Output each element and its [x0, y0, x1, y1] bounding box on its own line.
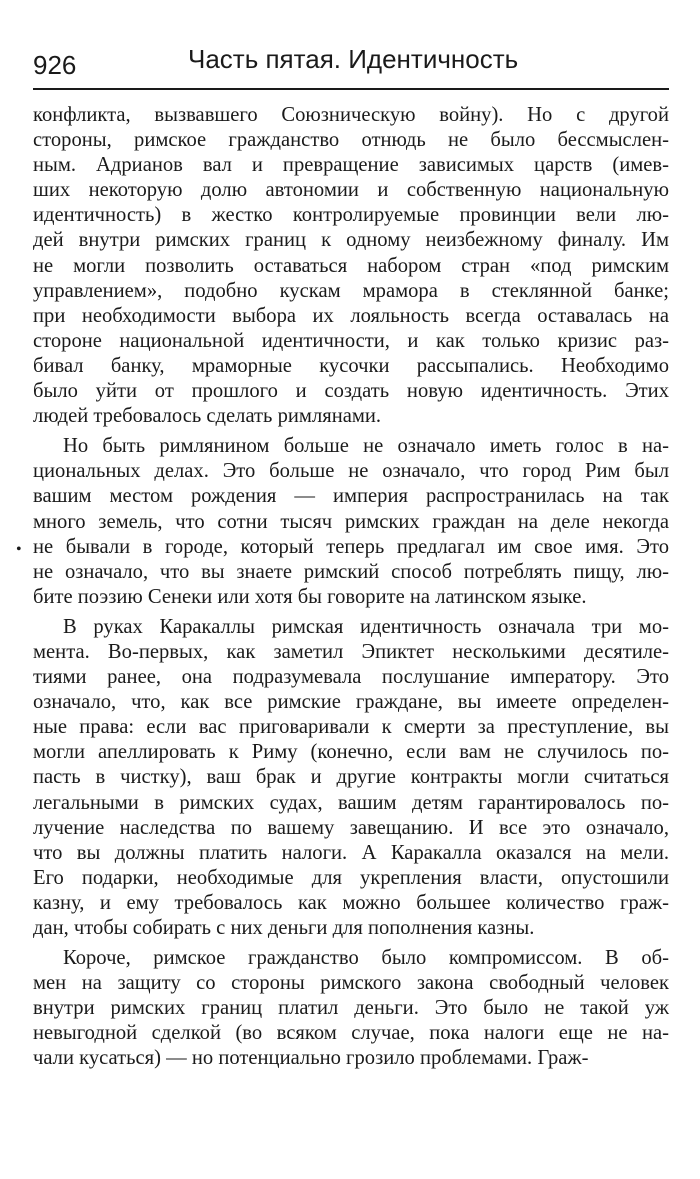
body-text — [33, 103, 669, 1072]
text-line: внутри римских границ платил деньги. Это было не такой уж — [33, 997, 669, 1020]
text-line: не означало, что вы знаете римский способ потреблять пищу, лю- — [33, 560, 669, 583]
text-line: дан, чтобы собирать с них деньги для пополнения казны. — [33, 917, 535, 939]
text-line: легальными в римских судах, вашим детям гарантировалось по- — [33, 791, 669, 814]
text-line: дей внутри римских границ к одному неизбежному финалу. Им — [33, 229, 669, 252]
text-line: ные права: если вас приговаривали к смерти за преступление, вы — [33, 716, 669, 739]
text-line: что вы должны платить налоги. А Каракалла оказался на мели. — [33, 841, 669, 864]
margin-mark: • — [16, 541, 22, 558]
text-line: было уйти от прошлого и создать новую идентичность. Этих — [33, 380, 669, 403]
text-line: при необходимости выбора их лояльность всегда оставалась на — [33, 304, 669, 327]
text-line: бивал банку, мраморные кусочки рассыпались. Необходимо — [33, 354, 669, 377]
text-line: не бывали в городе, который теперь предлагал им свое имя. Это — [33, 535, 669, 558]
text-line: означало, что, как все римские граждане, вы имеете определен- — [33, 691, 669, 714]
text-line: мен на защиту со стороны римского закона свободный человек — [33, 972, 669, 995]
running-head — [33, 44, 669, 84]
text-line: Его подарки, необходимые для укрепления власти, опустошили — [33, 866, 669, 889]
text-line: много земель, что сотни тысяч римских граждан на деле некогда — [33, 510, 669, 533]
paragraph — [33, 946, 669, 1071]
text-line: Но быть римлянином больше не означало иметь голос в на- — [63, 435, 669, 458]
text-line: ным. Адрианов вал и превращение зависимых царств (имев- — [33, 154, 669, 177]
running-title: Часть пятая. Идентичность — [188, 44, 519, 74]
text-line: бите поэзию Сенеки или хотя бы говорите на латинском языке. — [33, 585, 587, 608]
text-line: пасть в чистку), ваш брак и другие контракты могли считаться — [33, 766, 669, 789]
header-rule — [33, 88, 669, 90]
text-line: людей требовалось сделать римлянами. — [33, 405, 382, 428]
text-line: могли апеллировать к Риму (конечно, если вам не случилось по- — [33, 741, 669, 764]
text-line: ших некоторую долю автономии и собственную национальную — [33, 179, 669, 202]
text-line: Короче, римское гражданство было компромиссом. В об- — [63, 947, 669, 970]
text-line: конфликта, вызвавшего Союзническую войну). Но с другой — [33, 104, 669, 126]
paragraph — [33, 103, 669, 429]
paragraph — [33, 615, 669, 941]
text-line: В руках Каракаллы римская идентичность означала три мо- — [63, 615, 669, 638]
page-number: 926 — [33, 50, 77, 80]
paragraph — [33, 434, 669, 610]
text-line: управлением», подобно кускам мрамора в стеклянной банке; — [33, 279, 669, 302]
text-line: невыгодной сделкой (во всяком случае, пока налоги еще не на- — [33, 1022, 669, 1045]
text-line: лучение наследства по вашему завещанию. И все это означало, — [33, 816, 669, 839]
text-line: не могли позволить оставаться набором стран «под римским — [33, 254, 669, 277]
text-line: вашим местом рождения — империя распространилась на так — [33, 485, 669, 508]
text-line: идентичность) в жестко контролируемые провинции вели лю- — [33, 204, 669, 227]
text-line: стороне национальной идентичности, и как только кризис раз- — [33, 329, 669, 352]
text-line: чали кусаться) — но потенциально грозило проблемами. Граж- — [33, 1047, 589, 1070]
text-line: циональных делах. Это больше не означало, что город Рим был — [33, 460, 669, 483]
text-line: казну, и ему требовалось как можно большее количество граж- — [33, 891, 669, 914]
text-line: мента. Во-первых, как заметил Эпиктет несколькими десятиле- — [33, 640, 669, 663]
text-line: тиями ранее, она подразумевала послушание императору. Это — [33, 666, 669, 689]
text-line: стороны, римское гражданство отнюдь не было бессмыслен- — [33, 129, 669, 152]
